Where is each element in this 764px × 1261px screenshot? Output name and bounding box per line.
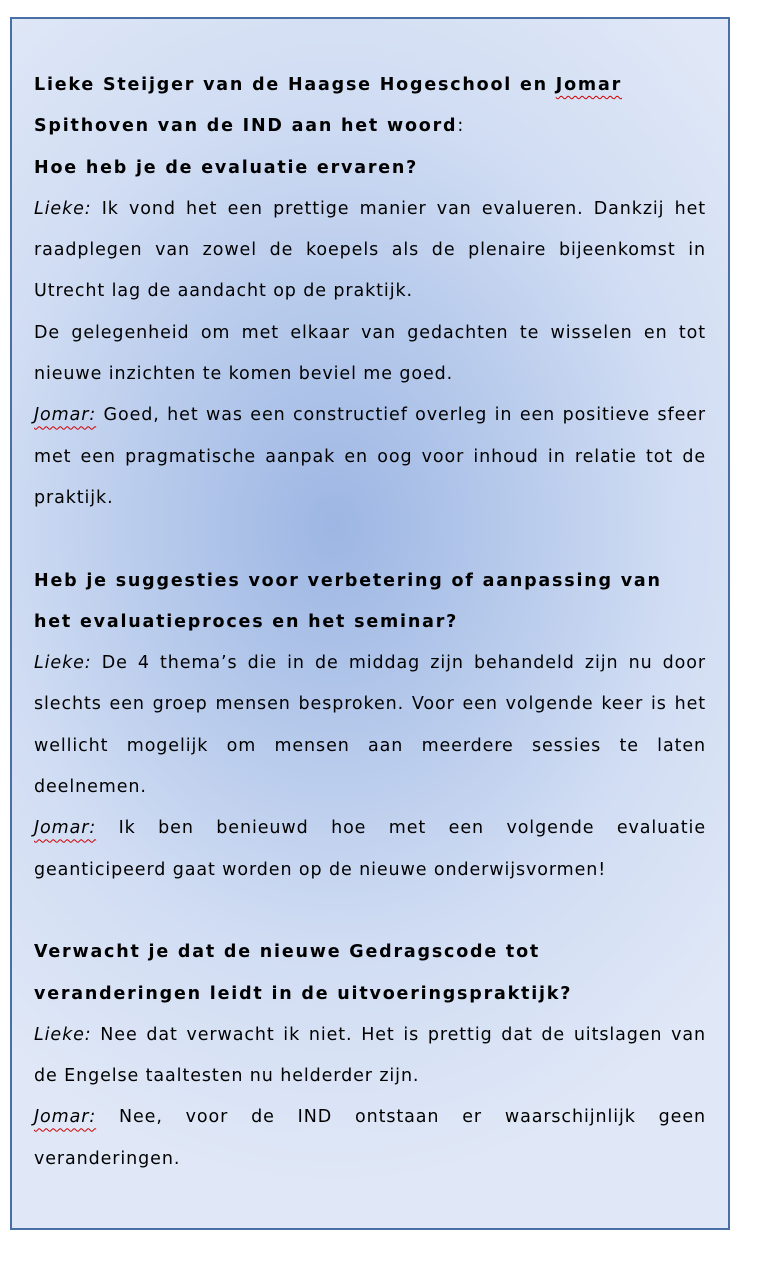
speaker-jomar: Jomar: (34, 1107, 97, 1128)
answer-2-jomar (34, 808, 706, 891)
paragraph-gap (34, 891, 706, 932)
intro-text-2: Spithoven van de IND aan het woord (34, 116, 458, 137)
paragraph-gap (34, 519, 706, 560)
answer-text: De 4 thema’s die in de middag zijn behandeld zijn nu door slechts een groep mensen besproken. Voor een volgende keer is het wellicht mogelijk om mensen aan meerdere sessies te laten deelnemen. (34, 653, 706, 798)
speaker-lieke: Lieke: (34, 653, 92, 674)
answer-1-lieke-continued: De gelegenheid om met elkaar van gedachten te wisselen en tot nieuwe inzichten te komen beviel me goed. (34, 322, 706, 385)
answer-text: Ik vond het een prettige manier van evalueren. Dankzij het raadplegen van zowel de koepels als de plenaire bijeenkomst in Utrecht lag de aandacht op de praktijk. (34, 198, 706, 302)
intro-colon: : (457, 116, 466, 137)
question-1: Hoe heb je de evaluatie ervaren? (34, 157, 419, 178)
intro-text-1: Lieke Steijger van de Haagse Hogeschool en (34, 75, 556, 95)
speaker-lieke: Lieke: (34, 198, 92, 219)
answer-text: Nee dat verwacht ik niet. Het is prettig dat de uitslagen van de Engelse taaltesten nu helderder zijn. (34, 1024, 706, 1087)
speaker-lieke: Lieke: (34, 1024, 92, 1045)
question-3: Verwacht je dat de nieuwe Gedragscode tot veranderingen leidt in de uitvoeringspraktijk? (34, 942, 573, 1004)
answer-text: Ik ben benieuwd hoe met een volgende evaluatie geanticipeerd gaat worden op de nieuwe onderwijsvormen! (34, 818, 706, 880)
answer-1-jomar (34, 395, 706, 519)
speaker-jomar: Jomar: (34, 405, 97, 426)
answer-1-lieke (34, 189, 706, 313)
answer-2-lieke (34, 643, 706, 808)
speaker-jomar: Jomar: (34, 818, 97, 839)
answer-3-jomar (34, 1097, 706, 1180)
answer-text: Goed, het was een constructief overleg in een positieve sfeer met een pragmatische aanpak en oog voor inhoud in relatie tot de praktijk. (34, 405, 706, 508)
intro-name-spellcheck: Jomar (555, 75, 623, 95)
answer-3-lieke (34, 1015, 706, 1098)
intro-heading (34, 65, 706, 148)
question-2: Heb je suggesties voor verbetering of aanpassing van het evaluatieproces en het seminar? (34, 570, 662, 632)
interview-text-box (10, 17, 730, 1230)
answer-text: Nee, voor de IND ontstaan er waarschijnlijk geen veranderingen. (34, 1107, 706, 1169)
